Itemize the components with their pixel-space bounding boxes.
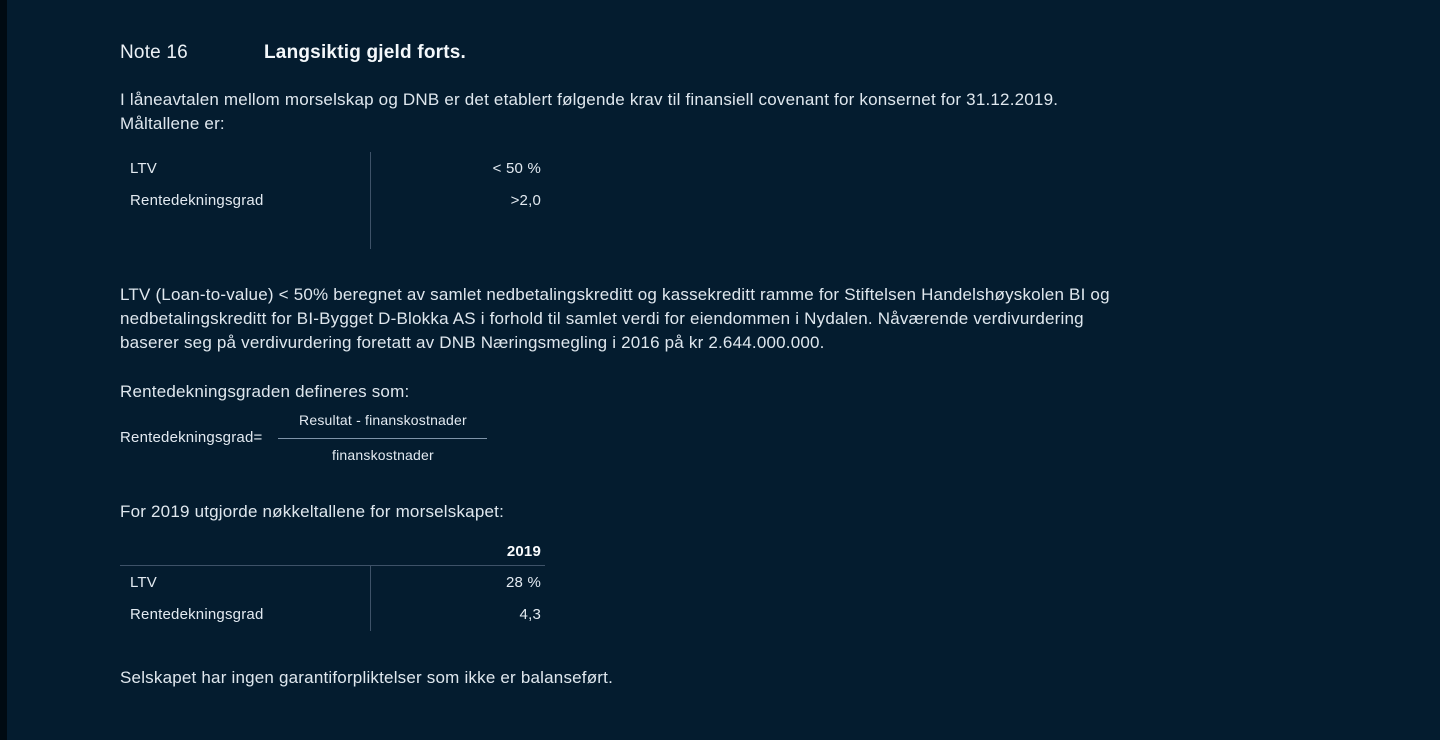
row-label: Rentedekningsgrad (130, 191, 264, 209)
key-figures-table-body (120, 566, 545, 631)
note-title: Langsiktig gjeld forts. (264, 42, 467, 63)
row-label: LTV (130, 573, 157, 591)
definition-heading: Rentedekningsgraden defineres som: (120, 382, 410, 401)
row-value: 28 % (506, 573, 541, 591)
row-value: >2,0 (510, 191, 541, 209)
year-header: 2019 (506, 543, 541, 560)
formula-numerator: Resultat - finanskostnader (299, 412, 467, 428)
row-value: < 50 % (492, 159, 541, 177)
ltv-paragraph-line: baserer seg på verdivurdering foretatt av DNB Næringsmegling i 2016 på kr 2.644.000.000. (120, 333, 825, 352)
key-figures-heading: For 2019 utgjorde nøkkeltallene for morselskapet: (120, 502, 504, 521)
formula-denominator: finanskostnader (332, 447, 434, 463)
ratio-formula (120, 412, 487, 463)
fraction-line (278, 438, 487, 439)
table-row (120, 566, 545, 598)
covenant-table-divider (370, 152, 371, 249)
formula-fraction (278, 412, 487, 463)
intro-paragraph (120, 88, 1058, 136)
intro-line: I låneavtalen mellom morselskap og DNB er det etablert følgende krav til finansiell covenant for konsernet for 31.12.2019. (120, 90, 1059, 109)
guarantee-note: Selskapet har ingen garantiforpliktelser som ikke er balanseført. (120, 668, 614, 687)
table-row (120, 598, 545, 630)
table-row (120, 152, 541, 184)
row-label: Rentedekningsgrad (130, 605, 264, 623)
formula-label: Rentedekningsgrad= (120, 429, 263, 446)
row-value: 4,3 (519, 605, 541, 623)
page-left-edge (0, 0, 7, 740)
covenant-table (120, 152, 541, 249)
key-figures-table-divider (370, 566, 371, 631)
note-heading (120, 42, 466, 64)
note-number: Note 16 (120, 42, 188, 63)
table-row (120, 184, 541, 216)
key-figures-table (120, 538, 545, 631)
ltv-paragraph (120, 283, 1110, 355)
intro-line: Måltallene er: (120, 114, 225, 133)
row-label: LTV (130, 159, 157, 177)
ltv-paragraph-line: LTV (Loan-to-value) < 50% beregnet av samlet nedbetalingskreditt og kassekreditt ramme for Stiftelsen Handelshøyskolen BI og (120, 285, 1110, 304)
ltv-paragraph-line: nedbetalingskreditt for BI-Bygget D-Blokka AS i forhold til samlet verdi for eiendommen i Nydalen. Nåværende verdivurdering (120, 309, 1084, 328)
